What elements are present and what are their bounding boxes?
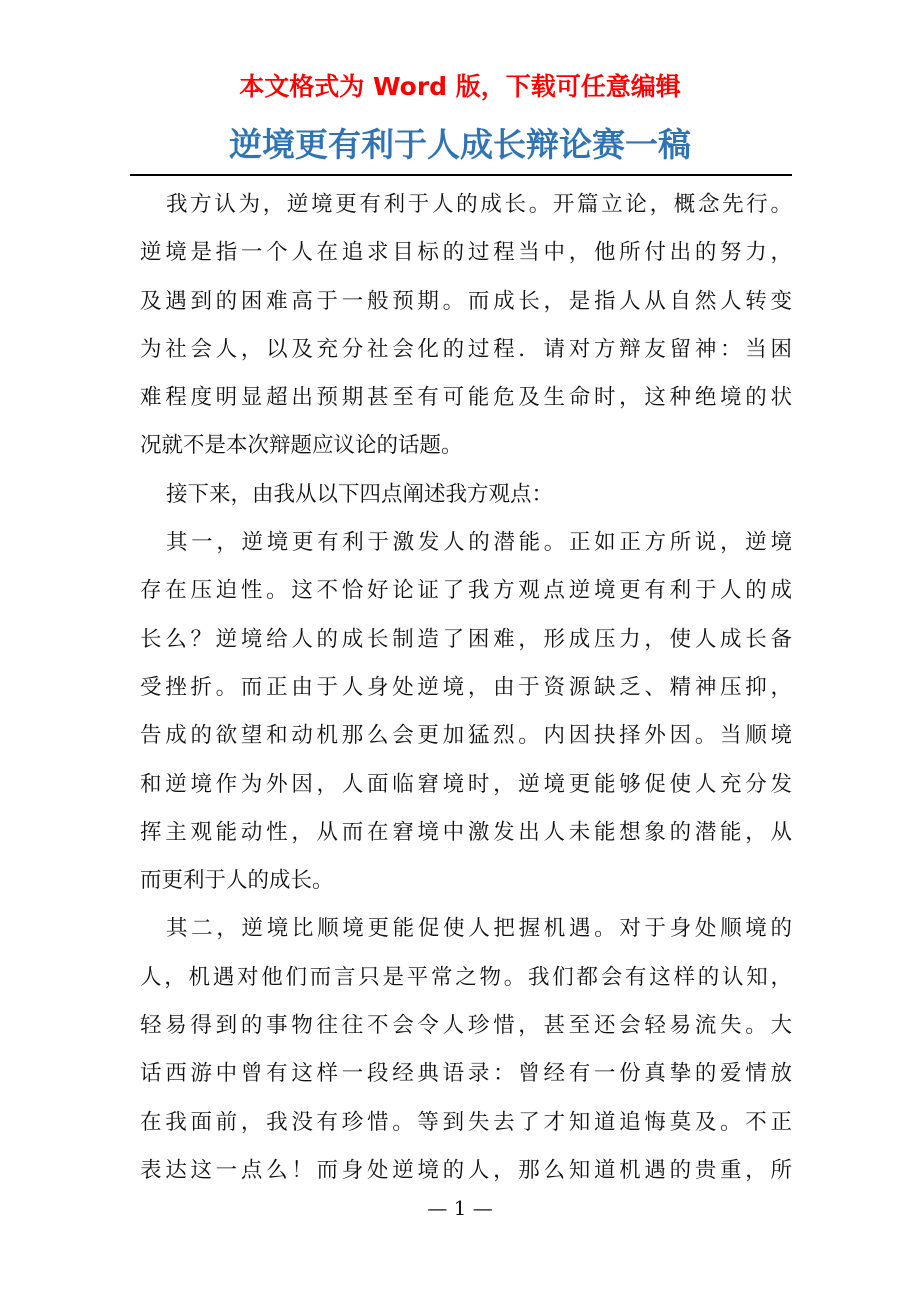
paragraph-line: 而更利于人的成长。: [140, 868, 334, 894]
paragraph-line: 长么？逆境给人的成长制造了困难，形成压力，使人成长备: [140, 626, 792, 652]
paragraph-line: 存在压迫性。这不恰好论证了我方观点逆境更有利于人的成: [140, 578, 792, 604]
paragraph-line: 受挫折。而正由于人身处逆境，由于资源缺乏、精神压抑，: [140, 674, 792, 700]
paragraph-line: 和逆境作为外因，人面临窘境时，逆境更能够促使人充分发: [140, 771, 792, 797]
paragraph-line: 话西游中曾有这样一段经典语录：曾经有一份真挚的爱情放: [140, 1061, 792, 1087]
paragraph-line: 在我面前，我没有珍惜。等到失去了才知道追悔莫及。不正: [140, 1109, 792, 1135]
title-divider: [130, 174, 792, 176]
paragraph-line: 其一，逆境更有利于激发人的潜能。正如正方所说，逆境: [166, 530, 792, 556]
paragraph-line: 接下来，由我从以下四点阐述我方观点：: [166, 481, 554, 507]
paragraph-line: 难程度明显超出预期甚至有可能危及生命时，这种绝境的状: [140, 385, 792, 411]
page-number: — 1 —: [427, 1196, 493, 1220]
paragraph-line: 人，机遇对他们而言只是平常之物。我们都会有这样的认知，: [140, 964, 792, 990]
paragraph-line: 挥主观能动性，从而在窘境中激发出人未能想象的潜能，从: [140, 819, 792, 845]
paragraph-line: 我方认为，逆境更有利于人的成长。开篇立论，概念先行。: [166, 192, 792, 217]
paragraph: [140, 905, 792, 1195]
paragraph-line: 及遇到的困难高于一般预期。而成长，是指人从自然人转变: [140, 288, 792, 314]
editable-format-notice: 本文格式为 Word 版，下载可任意编辑: [239, 72, 681, 101]
paragraph-line: 其二，逆境比顺境更能促使人把握机遇。对于身处顺境的: [166, 916, 792, 942]
paragraph: [140, 471, 792, 519]
paragraph-line: 况就不是本次辩题应议论的话题。: [140, 433, 463, 459]
paragraph-line: 轻易得到的事物往往不会令人珍惜，甚至还会轻易流失。大: [140, 1013, 792, 1039]
paragraph-line: 逆境是指一个人在追求目标的过程当中，他所付出的努力，: [140, 240, 792, 266]
paragraph-line: 告成的欲望和动机那么会更加猛烈。内因抉择外因。当顺境: [140, 723, 792, 749]
paragraph-line: 表达这一点么！而身处逆境的人，那么知道机遇的贵重，所: [140, 1157, 792, 1183]
document-body: [140, 181, 792, 1195]
paragraph-line: 为社会人，以及充分社会化的过程．请对方辩友留神：当困: [140, 336, 792, 362]
document-title: 逆境更有利于人成长辩论赛一稿: [229, 125, 691, 164]
paragraph: [140, 519, 792, 905]
paragraph: [140, 181, 792, 471]
